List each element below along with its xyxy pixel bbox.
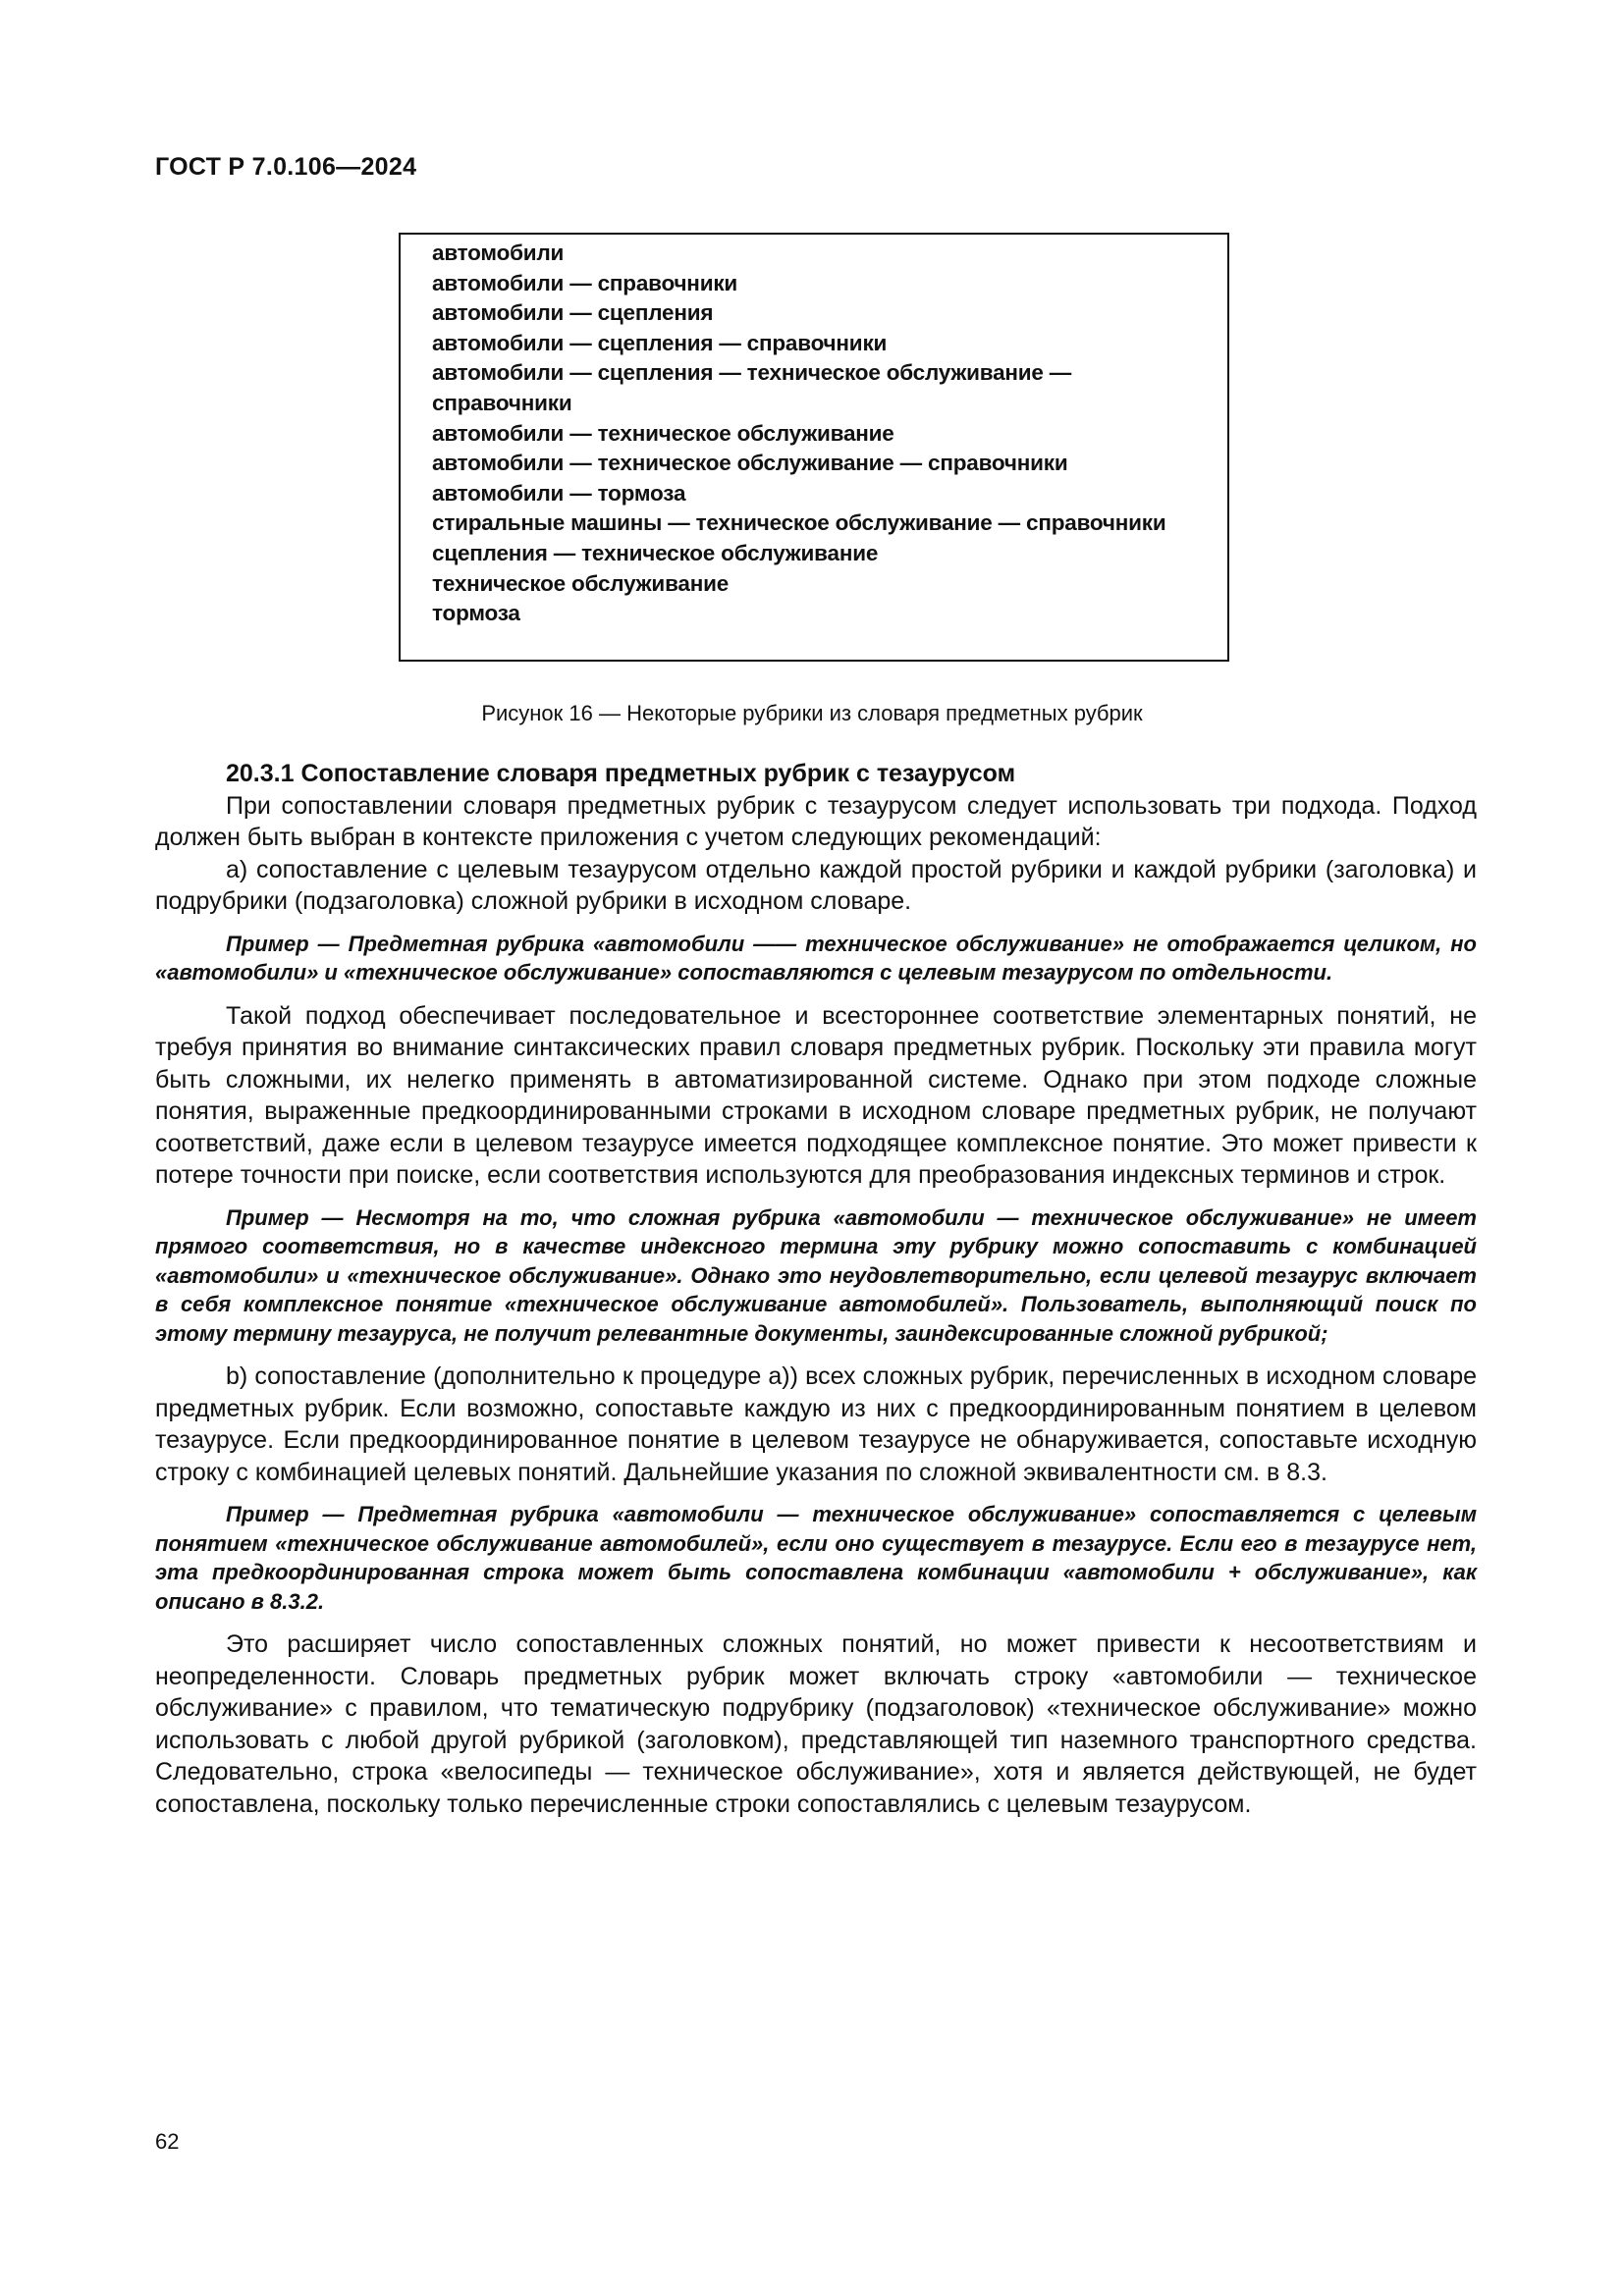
section-content — [155, 758, 1477, 1820]
example-1: Пример — Предметная рубрика «автомобили —— техническое обслуживание» не отображается целиком, но «автомобили» и «техническое обслуживание» сопоставляются с целевым тезаурусом по отдельности. — [155, 931, 1477, 985]
figure-line: автомобили — тормоза — [432, 480, 686, 506]
list-item-b: b) сопоставление (дополнительно к процедуре а)) всех сложных рубрик, перечисленных в исходном словаре предметных рубрик. Если возможно, сопоставьте каждую из них с предкоординированным понятием в целевом тезаурусе. Если предкоординированное понятие в целевом тезаурусе не обнаруживается, сопоставьте исходную строку с комбинацией целевых понятий. Дальнейшие указания по сложной эквивалентности см. в 8.3. — [155, 1362, 1477, 1486]
figure-rubric-list — [399, 233, 1229, 662]
figure-line: автомобили — сцепления — справочники — [432, 330, 888, 355]
example-3: Пример — Предметная рубрика «автомобили — техническое обслуживание» сопоставляется с целевым понятием «техническое обслуживание автомобилей», если оно существует в тезаурусе. Если его в тезаурусе нет, эта предкоординированная строка может быть сопоставлена комбинации «автомобили + обслуживание», как описано в 8.3.2. — [155, 1502, 1477, 1614]
figure-line: автомобили — справочники — [432, 270, 738, 295]
figure-line: сцепления — техническое обслуживание — [432, 540, 879, 565]
paragraph-approach: Такой подход обеспечивает последовательное и всестороннее соответствие элементарных понятий, не требуя принятия во внимание синтаксических правил словаря предметных рубрик. Поскольку эти правила могут быть сложными, их нелегко применять в автоматизированной системе. Однако при этом подходе сложные понятия, выраженные предкоординированными строками в исходном словаре предметных рубрик, не получают соответствий, даже если в целевом тезаурусе имеется подходящее комплексное понятие. Это может привести к потере точности при поиске, если соответствия используются для преобразования индексных терминов и строк. — [155, 1001, 1477, 1189]
section-heading: 20.3.1 Сопоставление словаря предметных рубрик с тезаурусом — [226, 760, 1016, 787]
figure-line: техническое обслуживание — [432, 570, 730, 596]
paragraph-intro: При сопоставлении словаря предметных рубрик с тезаурусом следует использовать три подхода. Подход должен быть выбран в контексте приложения с учетом следующих рекомендаций: — [155, 791, 1477, 851]
figure-line: автомобили — сцепления — [432, 300, 714, 326]
document-header: ГОСТ Р 7.0.106—2024 — [155, 153, 417, 181]
figure-line: автомобили — техническое обслуживание — справочники — [432, 451, 1068, 476]
page-number: 62 — [155, 2129, 180, 2154]
list-item-a: а) сопоставление с целевым тезаурусом отдельно каждой простой рубрики и каждой рубрики (заголовка) и подрубрики (подзаголовка) сложной рубрики в исходном словаре. — [155, 855, 1477, 915]
figure-line: стиральные машины — техническое обслуживание — справочники — [432, 510, 1166, 536]
example-2: Пример — Несмотря на то, что сложная рубрика «автомобили — техническое обслуживание» не имеет прямого соответствия, но в качестве индексного термина эту рубрику можно сопоставить с комбинацией «автомобили» и «техническое обслуживание». Однако это неудовлетворительно, если целевой тезаурус включает в себя комплексное понятие «техническое обслуживание автомобилей». Пользователь, выполняющий поиск по этому термину тезауруса, не получит релевантные документы, заиндексированные сложной рубрикой; — [155, 1204, 1477, 1346]
figure-line: автомобили — сцепления — техническое обслуживание — — [432, 360, 1072, 386]
figure-caption: Рисунок 16 — Некоторые рубрики из словаря предметных рубрик — [481, 701, 1143, 725]
paragraph-consequence: Это расширяет число сопоставленных сложных понятий, но может привести к несоответствиям и неопределенности. Словарь предметных рубрик может включать строку «автомобили — техническое обслуживание» с правилом, что тематическую подрубрику (подзаголовок) «техническое обслуживание» можно использовать с любой другой рубрикой (заголовком), представляющей тип наземного транспортного средства. Следовательно, строка «велосипеды — техническое обслуживание», хотя и является действующей, не будет сопоставлена, поскольку только перечисленные строки сопоставлялись с целевым тезаурусом. — [155, 1630, 1477, 1818]
figure-line: справочники — [432, 390, 572, 415]
figure-line: автомобили — техническое обслуживание — [432, 420, 894, 446]
figure-line: автомобили — [432, 240, 565, 265]
figure-line: тормоза — [432, 601, 520, 626]
